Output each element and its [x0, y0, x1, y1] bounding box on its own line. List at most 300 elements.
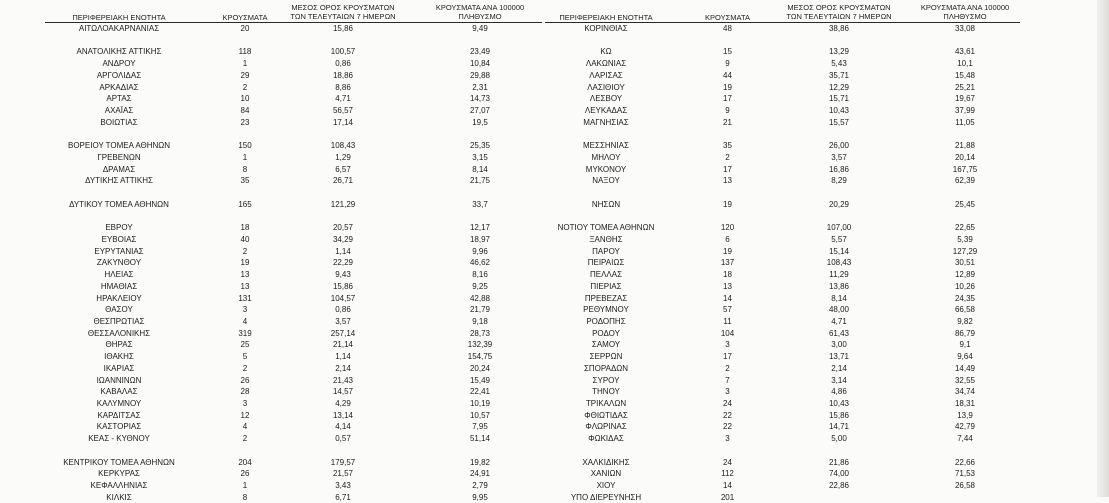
region-cell: ΛΕΣΒΟΥ	[589, 94, 623, 104]
right-table-row	[0, 164, 1109, 175]
region-cell: ΠΑΡΟΥ	[592, 246, 620, 256]
per100k-cell: 9,49	[472, 24, 488, 33]
avg7-cell: 179,57	[330, 457, 356, 467]
region-cell: ΕΥΒΟΙΑΣ	[101, 234, 137, 244]
region-cell: ΖΑΚΥΝΘΟΥ	[96, 258, 142, 268]
per100k-cell: 51,14	[469, 434, 491, 444]
region-cell: ΛΑΡΙΣΑΣ	[589, 70, 623, 80]
right-table-row	[0, 468, 1109, 479]
per100k-cell: 24,91	[469, 469, 491, 479]
avg7-cell: 22,86	[828, 481, 850, 491]
per100k-cell: 132,39	[467, 340, 493, 350]
avg7-cell: 100,57	[330, 47, 356, 57]
right-table-row	[0, 433, 1109, 444]
avg7-cell: 74,00	[828, 469, 850, 479]
avg7-cell: 21,43	[332, 375, 354, 385]
region-cell: ΘΑΣΟΥ	[105, 305, 133, 315]
cases-cell: 19	[240, 258, 250, 268]
right-table-row	[0, 93, 1109, 104]
header-region-right: ΠΕΡΙΦΕΡΕΙΑΚΗ ΕΝΟΤΗΤΑ	[559, 13, 653, 22]
per100k-cell: 12,89	[954, 270, 976, 280]
right-table-row	[0, 105, 1109, 116]
region-cell: ΣΑΜΟΥ	[591, 340, 621, 350]
avg7-cell: 1,29	[335, 152, 351, 162]
avg7-cell: 1,14	[335, 352, 351, 362]
cases-cell: 3	[725, 387, 730, 397]
per100k-cell: 22,65	[954, 223, 976, 233]
region-cell: ΛΑΣΙΘΙΟΥ	[587, 82, 625, 92]
per100k-cell: 22,66	[954, 457, 976, 467]
page-edge-shadow	[1097, 0, 1109, 497]
right-table-row	[0, 199, 1109, 210]
avg7-cell: 1,14	[335, 246, 351, 256]
region-cell: ΚΙΛΚΙΣ	[106, 492, 132, 502]
right-table-row	[0, 175, 1109, 186]
per100k-cell: 29,88	[469, 70, 491, 80]
right-table-row	[0, 23, 1109, 34]
cases-cell: 204	[238, 457, 252, 467]
avg7-cell: 26,71	[332, 176, 354, 186]
avg7-cell: 108,43	[826, 258, 852, 268]
right-table-row	[0, 140, 1109, 151]
cases-cell: 35	[723, 141, 732, 151]
per100k-cell: 154,75	[467, 352, 493, 362]
right-table-row	[0, 58, 1109, 69]
cases-cell: 21	[723, 117, 732, 127]
per100k-cell: 2,79	[472, 481, 488, 491]
region-cell: ΡΕΘΥΜΝΟΥ	[583, 305, 629, 315]
cases-cell: 2	[242, 246, 248, 256]
right-table-row	[0, 82, 1109, 93]
cases-cell: 10	[240, 94, 250, 104]
per100k-cell: 127,29	[952, 246, 978, 256]
avg7-cell: 15,86	[332, 281, 354, 291]
header-cases-right: ΚΡΟΥΣΜΑΤΑ	[705, 13, 750, 22]
avg7-cell: 22,29	[332, 258, 354, 268]
avg7-cell: 15,71	[828, 94, 850, 104]
per100k-cell: 19,82	[469, 457, 491, 467]
per100k-cell: 21,75	[469, 176, 491, 186]
region-cell: ΑΙΤΩΛΟΑΚΑΡΝΑΝΙΑΣ	[78, 24, 160, 33]
per100k-cell: 33,7	[472, 199, 488, 209]
per100k-cell: 167,75	[952, 164, 978, 174]
region-cell: ΝΗΣΩΝ	[591, 199, 621, 209]
region-cell: ΚΑΣΤΟΡΙΑΣ	[96, 422, 142, 432]
per100k-cell: 9,95	[472, 492, 488, 502]
cases-cell: 13	[240, 281, 250, 291]
avg7-cell: 13,71	[828, 352, 850, 362]
cases-cell: 14	[723, 293, 732, 303]
region-cell: ΣΥΡΟΥ	[592, 375, 620, 385]
avg7-cell: 104,57	[330, 293, 356, 303]
avg7-cell: 15,86	[828, 410, 850, 420]
per100k-cell: 21,88	[954, 141, 976, 151]
cases-cell: 1	[242, 59, 248, 69]
region-cell: ΚΩ	[600, 47, 612, 57]
region-cell: ΑΝΔΡΟΥ	[102, 59, 136, 69]
per100k-cell: 7,95	[472, 422, 488, 432]
region-cell: ΒΟΡΕΙΟΥ ΤΟΜΕΑ ΑΘΗΝΩΝ	[67, 141, 171, 151]
avg7-cell: 35,71	[828, 70, 850, 80]
avg7-cell: 38,86	[828, 24, 850, 33]
avg7-cell: 108,43	[330, 141, 356, 151]
avg7-cell: 3,00	[831, 340, 847, 350]
right-table-row	[0, 304, 1109, 315]
per100k-cell: 42,79	[954, 422, 976, 432]
region-cell: ΥΠΟ ΔΙΕΡΕΥΝΗΣΗ	[570, 492, 642, 502]
cases-cell: 28	[240, 387, 250, 397]
region-cell: ΗΡΑΚΛΕΙΟΥ	[96, 293, 142, 303]
avg7-cell: 4,71	[831, 317, 847, 326]
cases-cell: 15	[723, 47, 732, 57]
cases-cell: 4	[242, 317, 248, 326]
cases-cell: 3	[242, 399, 248, 409]
per100k-cell: 9,82	[957, 317, 973, 326]
avg7-cell: 4,71	[335, 94, 351, 104]
header-per100k-right: ΚΡΟΥΣΜΑΤΑ ΑΝΑ 100000 ΠΛΗΘΥΣΜΟ	[920, 3, 1010, 21]
cases-cell: 17	[723, 352, 732, 362]
cases-cell: 26	[240, 469, 250, 479]
cases-cell: 18	[723, 270, 732, 280]
right-table-row	[0, 187, 1109, 198]
per100k-cell: 25,21	[954, 82, 976, 92]
avg7-cell: 20,29	[828, 199, 850, 209]
per100k-cell: 62,39	[954, 176, 976, 186]
avg7-cell: 56,57	[332, 106, 354, 116]
avg7-cell: 5,57	[831, 234, 847, 244]
per100k-cell: 10,26	[954, 281, 976, 291]
region-cell: ΚΕΑΣ - ΚΥΘΝΟΥ	[88, 434, 150, 444]
per100k-cell: 19,67	[954, 94, 976, 104]
avg7-cell: 3,43	[335, 481, 351, 491]
per100k-cell: 71,53	[954, 469, 976, 479]
per100k-cell: 20,24	[469, 363, 491, 373]
per100k-cell: 8,14	[472, 164, 488, 174]
header-avg-left: ΜΕΣΟΣ ΟΡΟΣ ΚΡΟΥΣΜΑΤΩΝ ΤΩΝ ΤΕΛΕΥΤΑΙΩΝ 7 ΗΜΕΡΩΝ	[290, 3, 396, 21]
per100k-cell: 7,44	[957, 434, 973, 444]
per100k-cell: 15,49	[469, 375, 491, 385]
right-table-row	[0, 457, 1109, 468]
right-table-row	[0, 257, 1109, 268]
region-cell: ΧΙΟΥ	[596, 481, 616, 491]
avg7-cell: 11,29	[829, 270, 849, 280]
per100k-cell: 10,57	[469, 410, 491, 420]
region-cell: ΘΗΡΑΣ	[105, 340, 133, 350]
per100k-cell: 18,97	[469, 234, 491, 244]
per100k-cell: 8,16	[472, 270, 488, 280]
cases-cell: 13	[723, 176, 732, 186]
per100k-cell: 24,35	[954, 293, 976, 303]
cases-cell: 3	[242, 305, 248, 315]
region-cell: ΜΑΓΝΗΣΙΑΣ	[583, 117, 629, 127]
cases-cell: 19	[723, 246, 732, 256]
right-table-row	[0, 410, 1109, 421]
avg7-cell: 2,14	[831, 363, 847, 373]
per100k-cell: 9,18	[472, 317, 488, 326]
cases-cell: 7	[725, 375, 730, 385]
cases-cell: 150	[238, 141, 252, 151]
avg7-cell: 15,14	[828, 246, 850, 256]
region-cell: ΛΕΥΚΑΔΑΣ	[584, 106, 628, 116]
region-cell: ΜΗΛΟΥ	[591, 152, 621, 162]
cases-cell: 118	[238, 47, 252, 57]
per100k-cell: 9,96	[472, 246, 488, 256]
avg7-cell: 20,57	[332, 223, 354, 233]
right-table-row	[0, 375, 1109, 386]
cases-cell: 3	[725, 340, 730, 350]
cases-cell: 13	[240, 270, 250, 280]
cases-cell: 26	[240, 375, 250, 385]
avg7-cell: 14,57	[332, 387, 354, 397]
per100k-cell: 23,49	[469, 47, 491, 57]
per100k-cell: 15,48	[954, 70, 976, 80]
cases-cell: 104	[720, 328, 735, 338]
cases-cell: 201	[720, 492, 735, 502]
region-cell: ΙΘΑΚΗΣ	[104, 352, 134, 362]
per100k-cell: 9,64	[957, 352, 973, 362]
cases-cell: 19	[723, 82, 732, 92]
avg7-cell: 13,29	[828, 47, 850, 57]
cases-cell: 84	[240, 106, 250, 116]
avg7-cell: 3,57	[335, 317, 351, 326]
avg7-cell: 26,00	[828, 141, 850, 151]
avg7-cell: 2,14	[335, 363, 351, 373]
avg7-cell: 21,86	[828, 457, 850, 467]
cases-cell: 165	[238, 199, 252, 209]
right-table-row	[0, 46, 1109, 57]
per100k-cell: 43,61	[954, 47, 976, 57]
per100k-cell: 42,88	[469, 293, 491, 303]
cases-cell: 120	[720, 223, 735, 233]
region-cell: ΔΥΤΙΚΗΣ ΑΤΤΙΚΗΣ	[85, 176, 153, 186]
avg7-cell: 21,14	[332, 340, 354, 350]
region-cell: ΦΛΩΡΙΝΑΣ	[585, 422, 627, 432]
avg7-cell: 15,57	[828, 117, 850, 127]
avg7-cell: 8,29	[831, 176, 847, 186]
region-cell: ΓΡΕΒΕΝΩΝ	[97, 152, 141, 162]
avg7-cell: 257,14	[330, 328, 356, 338]
right-table-row	[0, 293, 1109, 304]
cases-cell: 3	[725, 434, 730, 444]
cases-cell: 319	[238, 328, 252, 338]
region-cell: ΗΛΕΙΑΣ	[104, 270, 134, 280]
cases-cell: 24	[723, 457, 732, 467]
right-table-row	[0, 421, 1109, 432]
cases-cell: 112	[721, 469, 734, 479]
header-per100k-left: ΚΡΟΥΣΜΑΤΑ ΑΝΑ 100000 ΠΛΗΘΥΣΜΟ	[435, 3, 525, 21]
cases-cell: 24	[723, 399, 732, 409]
region-cell: ΗΜΑΘΙΑΣ	[100, 281, 138, 291]
region-cell: ΦΘΙΩΤΙΔΑΣ	[584, 410, 628, 420]
avg7-cell: 34,29	[332, 234, 354, 244]
avg7-cell: 21,57	[332, 469, 354, 479]
right-table-row	[0, 363, 1109, 374]
region-cell: ΣΠΟΡΑΔΩΝ	[583, 363, 629, 373]
right-table-row	[0, 117, 1109, 128]
avg7-cell: 0,57	[335, 434, 351, 444]
right-table-row	[0, 339, 1109, 350]
avg7-cell: 4,14	[335, 422, 351, 432]
region-cell: ΧΑΝΙΩΝ	[590, 469, 622, 479]
per100k-cell: 10,1	[957, 59, 973, 69]
avg7-cell: 17,14	[332, 117, 354, 127]
cases-cell: 4	[242, 422, 248, 432]
cases-cell: 2	[725, 152, 730, 162]
region-cell: ΑΝΑΤΟΛΙΚΗΣ ΑΤΤΙΚΗΣ	[76, 47, 162, 57]
avg7-cell: 6,57	[335, 164, 351, 174]
cases-cell: 5	[242, 352, 248, 362]
cases-cell: 48	[723, 24, 732, 33]
cases-cell: 137	[720, 258, 735, 268]
right-table-row	[0, 351, 1109, 362]
region-cell: ΑΡΤΑΣ	[106, 94, 132, 104]
region-cell: ΞΑΝΘΗΣ	[589, 234, 623, 244]
cases-cell: 8	[242, 492, 248, 502]
right-table-row	[0, 398, 1109, 409]
right-table-row	[0, 152, 1109, 163]
per100k-cell: 34,74	[954, 387, 976, 397]
cases-cell: 1	[242, 152, 248, 162]
region-cell: ΚΑΡΔΙΤΣΑΣ	[97, 410, 141, 420]
cases-cell: 17	[723, 164, 732, 174]
per100k-cell: 2,31	[472, 82, 488, 92]
region-cell: ΚΕΡΚΥΡΑΣ	[98, 469, 140, 479]
per100k-cell: 10,19	[469, 399, 491, 409]
per100k-cell: 20,14	[954, 152, 976, 162]
right-table-row	[0, 492, 1109, 503]
per100k-cell: 13,9	[957, 410, 973, 420]
region-cell: ΧΑΛΚΙΔΙΚΗΣ	[582, 457, 630, 467]
region-cell: ΔΥΤΙΚΟΥ ΤΟΜΕΑ ΑΘΗΝΩΝ	[69, 199, 169, 209]
region-cell: ΔΡΑΜΑΣ	[102, 164, 136, 174]
region-cell: ΝΑΞΟΥ	[592, 176, 620, 186]
per100k-cell: 32,55	[954, 375, 976, 385]
region-cell: ΕΒΡΟΥ	[105, 223, 133, 233]
per100k-cell: 22,41	[469, 387, 491, 397]
cases-cell: 2	[242, 82, 248, 92]
right-table-row	[0, 480, 1109, 491]
right-table-row	[0, 222, 1109, 233]
cases-cell: 23	[240, 117, 250, 127]
avg7-cell: 107,00	[826, 223, 852, 233]
per100k-cell: 9,25	[472, 281, 488, 291]
avg7-cell: 4,29	[335, 399, 351, 409]
region-cell: ΒΟΙΩΤΙΑΣ	[100, 117, 138, 127]
avg7-cell: 8,86	[335, 82, 351, 92]
per100k-cell: 46,62	[469, 258, 491, 268]
per100k-cell: 86,79	[954, 328, 976, 338]
right-table-row	[0, 246, 1109, 257]
region-cell: ΑΧΑΪΑΣ	[104, 106, 134, 116]
avg7-cell: 0,86	[335, 59, 351, 69]
avg7-cell: 9,43	[335, 270, 351, 280]
per100k-cell: 5,39	[957, 234, 973, 244]
cases-cell: 9	[725, 106, 730, 116]
avg7-cell: 6,71	[335, 492, 351, 502]
cases-cell: 22	[723, 422, 732, 432]
region-cell: ΣΕΡΡΩΝ	[589, 352, 623, 362]
per100k-cell: 21,79	[469, 305, 491, 315]
right-table-row	[0, 234, 1109, 245]
right-table-row	[0, 445, 1109, 456]
cases-cell: 12	[240, 410, 250, 420]
region-cell: ΕΥΡΥΤΑΝΙΑΣ	[94, 246, 144, 256]
right-table-row	[0, 269, 1109, 280]
cases-cell: 2	[242, 434, 248, 444]
right-table-row	[0, 70, 1109, 81]
region-cell: ΠΡΕΒΕΖΑΣ	[584, 293, 628, 303]
cases-cell: 8	[242, 164, 248, 174]
cases-cell: 18	[240, 223, 250, 233]
avg7-cell: 15,86	[332, 24, 354, 33]
per100k-cell: 3,15	[472, 152, 488, 162]
right-table-row	[0, 35, 1109, 46]
avg7-cell: 121,29	[330, 199, 356, 209]
per100k-cell: 19,5	[472, 117, 488, 127]
cases-cell: 44	[723, 70, 732, 80]
region-cell: ΦΩΚΙΔΑΣ	[588, 434, 624, 444]
per100k-cell: 27,07	[469, 106, 491, 116]
region-cell: ΠΕΛΛΑΣ	[589, 270, 623, 280]
cases-cell: 6	[725, 234, 730, 244]
region-cell: ΘΕΣΠΡΩΤΙΑΣ	[93, 317, 145, 326]
cases-cell: 29	[240, 70, 250, 80]
cases-cell: 11	[723, 317, 732, 326]
right-table-row	[0, 386, 1109, 397]
cases-cell: 9	[725, 59, 730, 69]
avg7-cell: 5,00	[831, 434, 847, 444]
region-cell: ΤΡΙΚΑΛΩΝ	[585, 399, 627, 409]
region-cell: ΑΡΓΟΛΙΔΑΣ	[96, 70, 142, 80]
region-cell: ΚΟΡΙΝΘΙΑΣ	[584, 24, 628, 33]
per100k-cell: 12,17	[469, 223, 491, 233]
header-avg-right: ΜΕΣΟΣ ΟΡΟΣ ΚΡΟΥΣΜΑΤΩΝ ΤΩΝ ΤΕΛΕΥΤΑΙΩΝ 7 ΗΜΕΡΩΝ	[786, 3, 892, 21]
right-table-row	[0, 281, 1109, 292]
cases-cell: 19	[723, 199, 732, 209]
avg7-cell: 10,43	[828, 106, 850, 116]
region-cell: ΙΩΑΝΝΙΝΩΝ	[96, 375, 142, 385]
region-cell: ΑΡΚΑΔΙΑΣ	[99, 82, 139, 92]
cases-cell: 2	[725, 363, 730, 373]
avg7-cell: 3,57	[831, 152, 847, 162]
region-cell: ΠΕΙΡΑΙΩΣ	[587, 258, 625, 268]
per100k-cell: 14,49	[954, 363, 976, 373]
cases-cell: 20	[240, 24, 250, 33]
avg7-cell: 8,14	[831, 293, 847, 303]
region-cell: ΤΗΝΟΥ	[592, 387, 620, 397]
per100k-cell: 33,08	[954, 24, 976, 33]
per100k-cell: 14,73	[469, 94, 491, 104]
avg7-cell: 0,86	[335, 305, 351, 315]
region-cell: ΚΑΒΑΛΑΣ	[100, 387, 138, 397]
avg7-cell: 4,86	[831, 387, 847, 397]
cases-cell: 1	[242, 481, 248, 491]
header-cases-left: ΚΡΟΥΣΜΑΤΑ	[222, 13, 268, 22]
region-cell: ΝΟΤΙΟΥ ΤΟΜΕΑ ΑΘΗΝΩΝ	[557, 223, 655, 233]
region-cell: ΘΕΣΣΑΛΟΝΙΚΗΣ	[87, 328, 151, 338]
avg7-cell: 5,43	[831, 59, 847, 69]
per100k-cell: 10,84	[469, 59, 491, 69]
region-cell: ΚΕΝΤΡΙΚΟΥ ΤΟΜΕΑ ΑΘΗΝΩΝ	[63, 457, 175, 467]
cases-cell: 13	[723, 281, 732, 291]
right-table-row	[0, 328, 1109, 339]
per100k-cell: 30,51	[954, 258, 976, 268]
avg7-cell: 10,43	[828, 399, 850, 409]
avg7-cell: 14,71	[828, 422, 850, 432]
cases-cell: 25	[240, 340, 250, 350]
per100k-cell: 66,58	[954, 305, 976, 315]
per100k-cell: 11,05	[955, 117, 975, 127]
